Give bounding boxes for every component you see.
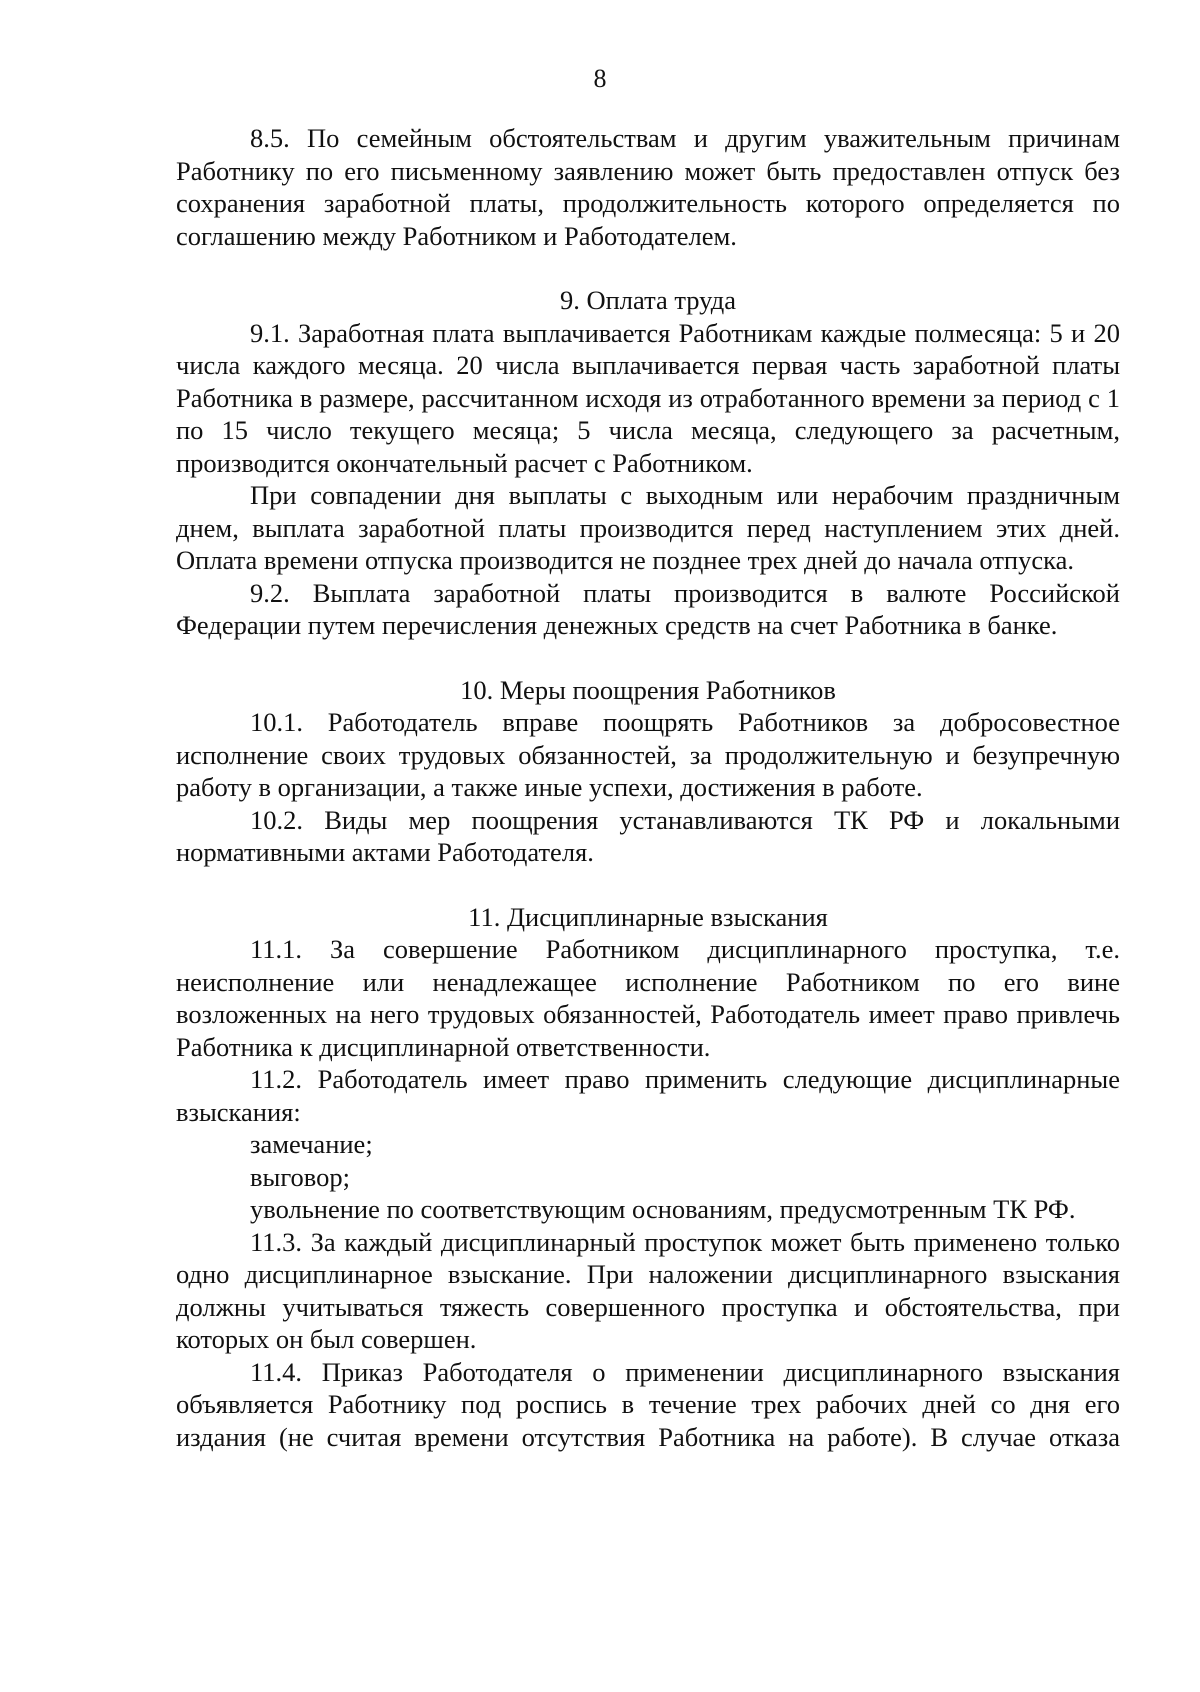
list-item-reprimand-remark: замечание; <box>250 1129 373 1159</box>
paragraph-9-1-cont: При совпадении дня выплаты с выходным или нерабочим праздничным днем, выплата заработной платы производится перед наступлением этих дней. Оплата времени отпуска производится не позднее трех дней до начала отпуска. <box>176 480 1120 575</box>
paragraph-9-2: 9.2. Выплата заработной платы производится в валюте Российской Федерации путем перечисления денежных средств на счет Работника в банке. <box>176 577 1120 640</box>
paragraph-11-2: 11.2. Работодатель имеет право применить следующие дисциплинарные взыскания: <box>176 1064 1120 1127</box>
paragraph-11-1: 11.1. За совершение Работником дисциплинарного проступка, т.е. неисполнение или ненадлежащее исполнение Работником по его вине возложенных на него трудовых обязанностей, Работодатель имеет право привлечь Работника к дисциплинарной ответственности. <box>176 934 1120 1062</box>
document-body <box>176 122 1120 1453</box>
paragraph-10-1: 10.1. Работодатель вправе поощрять Работников за добросовестное исполнение своих трудовых обязанностей, за продолжительную и безупречную работу в организации, а также иные успехи, достижения в работе. <box>176 707 1120 802</box>
paragraph-11-3: 11.3. За каждый дисциплинарный проступок может быть применено только одно дисциплинарное взыскание. При наложении дисциплинарного взыскания должны учитываться тяжесть совершенного проступка и обстоятельства, при которых он был совершен. <box>176 1226 1120 1354</box>
paragraph-11-2-dismissal: увольнение по соответствующим основаниям, предусмотренным ТК РФ. <box>250 1194 1076 1224</box>
paragraph-8-5: 8.5. По семейным обстоятельствам и другим уважительным причинам Работнику по его письменному заявлению может быть предоставлен отпуск без сохранения заработной платы, продолжительность которого определяется по соглашению между Работником и Работодателем. <box>176 123 1120 251</box>
section-title-10: 10. Меры поощрения Работников <box>460 674 836 705</box>
list-item-reprimand: выговор; <box>250 1161 350 1192</box>
paragraph-11-4: 11.4. Приказ Работодателя о применении дисциплинарного взыскания объявляется Работнику под роспись в течение трех рабочих дней со дня его издания (не считая времени отсутствия Работника на работе). В случае отказа <box>176 1356 1120 1452</box>
page-number: 8 <box>593 64 607 93</box>
paragraph-9-1: 9.1. Заработная плата выплачивается Работникам каждые полмесяца: 5 и 20 числа каждого месяца. 20 числа выплачивается первая часть заработной платы Работника в размере, рассчитанном исходя из отработанного времени за период с 1 по 15 число текущего месяца; 5 числа месяца, следующего за расчетным, производится окончательный расчет с Работником. <box>176 317 1120 478</box>
section-title-9: 9. Оплата труда <box>559 285 737 315</box>
paragraph-10-2: 10.2. Виды мер поощрения устанавливаются ТК РФ и локальными нормативными актами Работодателя. <box>176 804 1120 867</box>
section-title-11: 11. Дисциплинарные взыскания <box>468 901 828 932</box>
